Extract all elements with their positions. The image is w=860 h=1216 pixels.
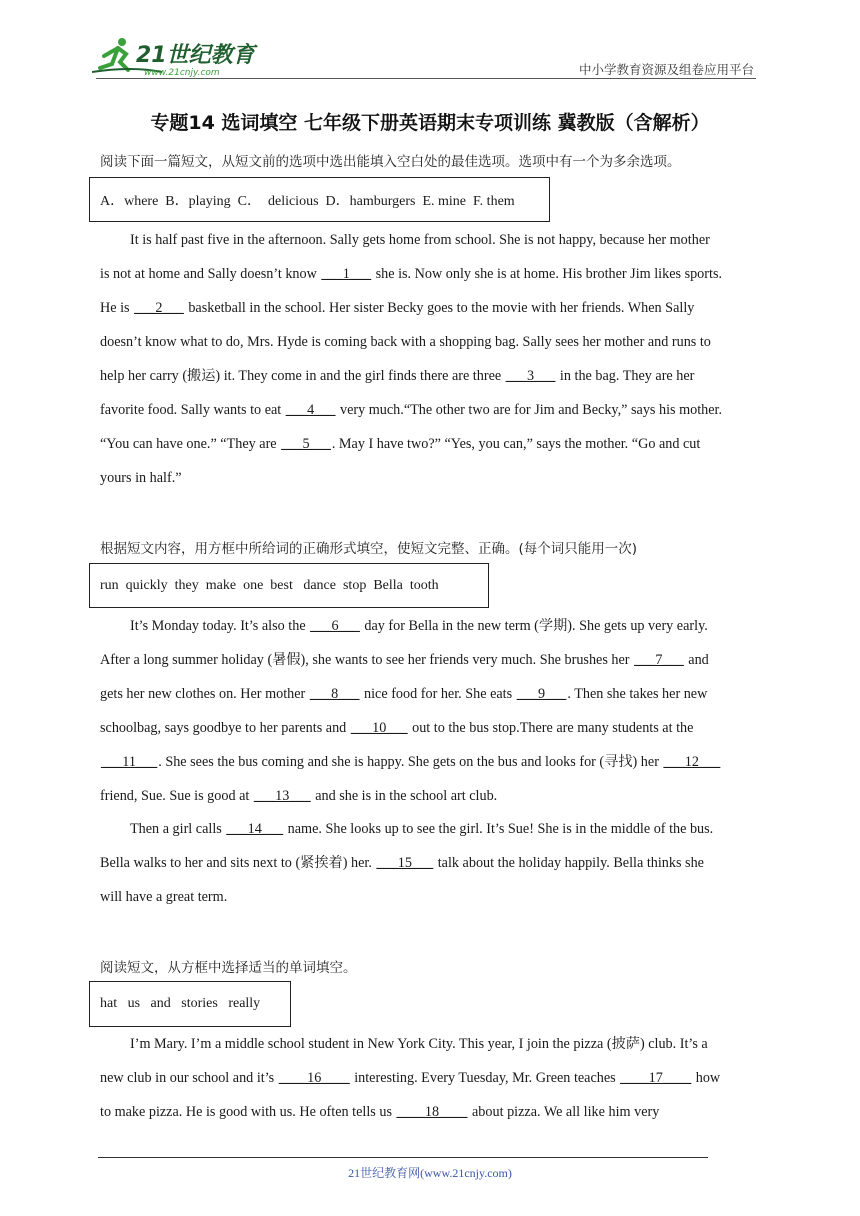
- passage-line: [100, 264, 722, 284]
- passage-line: [100, 400, 722, 420]
- footer-text: 21世纪教育网(www.21cnjy.com): [348, 1166, 512, 1180]
- answer-blank: ___15___: [376, 855, 434, 871]
- passage-text: to make pizza. He is good with us. He often tells us: [100, 1104, 396, 1120]
- section2-instruction: 根据短文内容，用方框中所给词的正确形式填空，使短文完整、正确。(每个词只能用一次): [100, 541, 638, 557]
- section1-instruction: 阅读下面一篇短文，从短文前的选项中选出能填入空白处的最佳选项。选项中有一个为多余选项。: [100, 154, 681, 170]
- passage-text: . May I have two?” “Yes, you can,” says the mother. “Go and cut: [331, 436, 701, 452]
- passage-line: [100, 887, 227, 907]
- answer-blank: ___2___: [134, 300, 184, 316]
- answer-blank: ___9___: [516, 686, 567, 702]
- passage-line: [100, 752, 721, 772]
- answer-blank: ___1___: [321, 266, 372, 282]
- passage-line: [100, 684, 707, 704]
- passage-text: I’m Mary. I’m a middle school student in New York City. This year, I join the pizza (披萨) club. It’s a: [130, 1036, 708, 1052]
- page-header: [0, 0, 860, 90]
- passage-text: name. She looks up to see the girl. It’s Sue! She is in the middle of the bus.: [284, 821, 714, 837]
- passage-text: It is half past five in the afternoon. Sally gets home from school. She is not happy, because her mother: [130, 232, 710, 248]
- passage-text: . She sees the bus coming and she is happy. She gets on the bus and looks for (寻找) her: [158, 754, 663, 770]
- passage-text: nice food for her. She eats: [360, 686, 516, 702]
- answer-blank: ___10___: [350, 720, 408, 736]
- passage-text: Then a girl calls: [130, 821, 226, 837]
- answer-blank: ____17____: [620, 1070, 692, 1086]
- passage-line: [130, 230, 710, 250]
- section3-word-box: hat us and stories really: [89, 981, 291, 1027]
- logo-text: 21世纪教育: [136, 43, 255, 68]
- passage-text: It’s Monday today. It’s also the: [130, 618, 310, 634]
- passage-text: friend, Sue. Sue is good at: [100, 788, 253, 804]
- answer-blank: ___11___: [101, 754, 158, 770]
- passage-line: [100, 718, 693, 738]
- passage-text: and she is in the school art club.: [311, 788, 498, 804]
- passage-text: “You can have one.” “They are: [100, 436, 281, 452]
- header-divider: [96, 78, 756, 79]
- passage-text: . Then she takes her new: [567, 686, 708, 702]
- passage-text: Bella walks to her and sits next to (紧挨着) her.: [100, 855, 376, 871]
- passage-line: [100, 1102, 659, 1122]
- passage-text: gets her new clothes on. Her mother: [100, 686, 309, 702]
- passage-text: new club in our school and it’s: [100, 1070, 278, 1086]
- answer-blank: ___4___: [285, 402, 336, 418]
- footer-divider: [98, 1157, 708, 1158]
- answer-blank: ___8___: [309, 686, 360, 702]
- answer-blank: ____18____: [396, 1104, 468, 1120]
- section2-word-box: run quickly they make one best dance stop Bella tooth: [89, 563, 489, 608]
- page-title: 专题14 选词填空 七年级下册英语期末专项训练 冀教版（含解析）: [150, 112, 710, 134]
- passage-text: she is. Now only she is at home. His brother Jim likes sports.: [372, 266, 723, 282]
- passage-line: [100, 366, 694, 386]
- passage-text: schoolbag, says goodbye to her parents and: [100, 720, 350, 736]
- logo-url: www.21cnjy.com: [144, 68, 220, 78]
- answer-blank: ___5___: [281, 436, 331, 452]
- section1-word-box: A．where B．playing C． delicious D．hamburgers E. mine F. them: [89, 177, 550, 222]
- passage-text: how: [692, 1070, 721, 1086]
- passage-text: about pizza. We all like him very: [468, 1104, 660, 1120]
- section3-instruction: 阅读短文，从方框中选择适当的单词填空。: [100, 960, 357, 976]
- answer-blank: ___6___: [310, 618, 360, 634]
- answer-blank: ___14___: [226, 821, 284, 837]
- passage-line: [100, 1068, 720, 1088]
- passage-line: [100, 434, 700, 454]
- passage-line: [130, 819, 713, 839]
- passage-text: yours in half.”: [100, 470, 182, 486]
- passage-text: out to the bus stop.There are many students at the: [408, 720, 694, 736]
- passage-text: interesting. Every Tuesday, Mr. Green teaches: [350, 1070, 620, 1086]
- passage-text: favorite food. Sally wants to eat: [100, 402, 285, 418]
- passage-text: day for Bella in the new term (学期). She gets up very early.: [360, 618, 708, 634]
- passage-line: [130, 616, 708, 636]
- header-platform-text: 中小学教育资源及组卷应用平台: [578, 62, 754, 77]
- answer-blank: ___13___: [253, 788, 311, 804]
- answer-blank: ___12___: [663, 754, 721, 770]
- answer-blank: ____16____: [278, 1070, 350, 1086]
- passage-text: He is: [100, 300, 134, 316]
- answer-blank: ___3___: [505, 368, 556, 384]
- passage-text: very much.“The other two are for Jim and Becky,” says his mother.: [336, 402, 723, 418]
- passage-text: basketball in the school. Her sister Becky goes to the movie with her friends. When Sally: [184, 300, 695, 316]
- passage-text: doesn’t know what to do, Mrs. Hyde is coming back with a shopping bag. Sally sees her mother and runs to: [100, 334, 711, 350]
- passage-line: [100, 786, 497, 806]
- passage-line: [100, 298, 694, 318]
- passage-text: will have a great term.: [100, 889, 228, 905]
- passage-text: is not at home and Sally doesn’t know: [100, 266, 321, 282]
- passage-line: [100, 853, 704, 873]
- passage-text: talk about the holiday happily. Bella thinks she: [434, 855, 704, 871]
- passage-line: [100, 468, 182, 488]
- passage-line: [100, 332, 711, 352]
- answer-blank: ___7___: [634, 652, 684, 668]
- passage-text: After a long summer holiday (暑假), she wants to see her friends very much. She brushes her: [100, 652, 634, 668]
- logo-runner-icon: [92, 36, 262, 78]
- site-logo[interactable]: [92, 36, 262, 78]
- passage-text: in the bag. They are her: [556, 368, 695, 384]
- passage-line: [100, 650, 709, 670]
- passage-line: [130, 1034, 708, 1054]
- passage-text: and: [684, 652, 709, 668]
- passage-text: help her carry (搬运) it. They come in and the girl finds there are three: [100, 368, 505, 384]
